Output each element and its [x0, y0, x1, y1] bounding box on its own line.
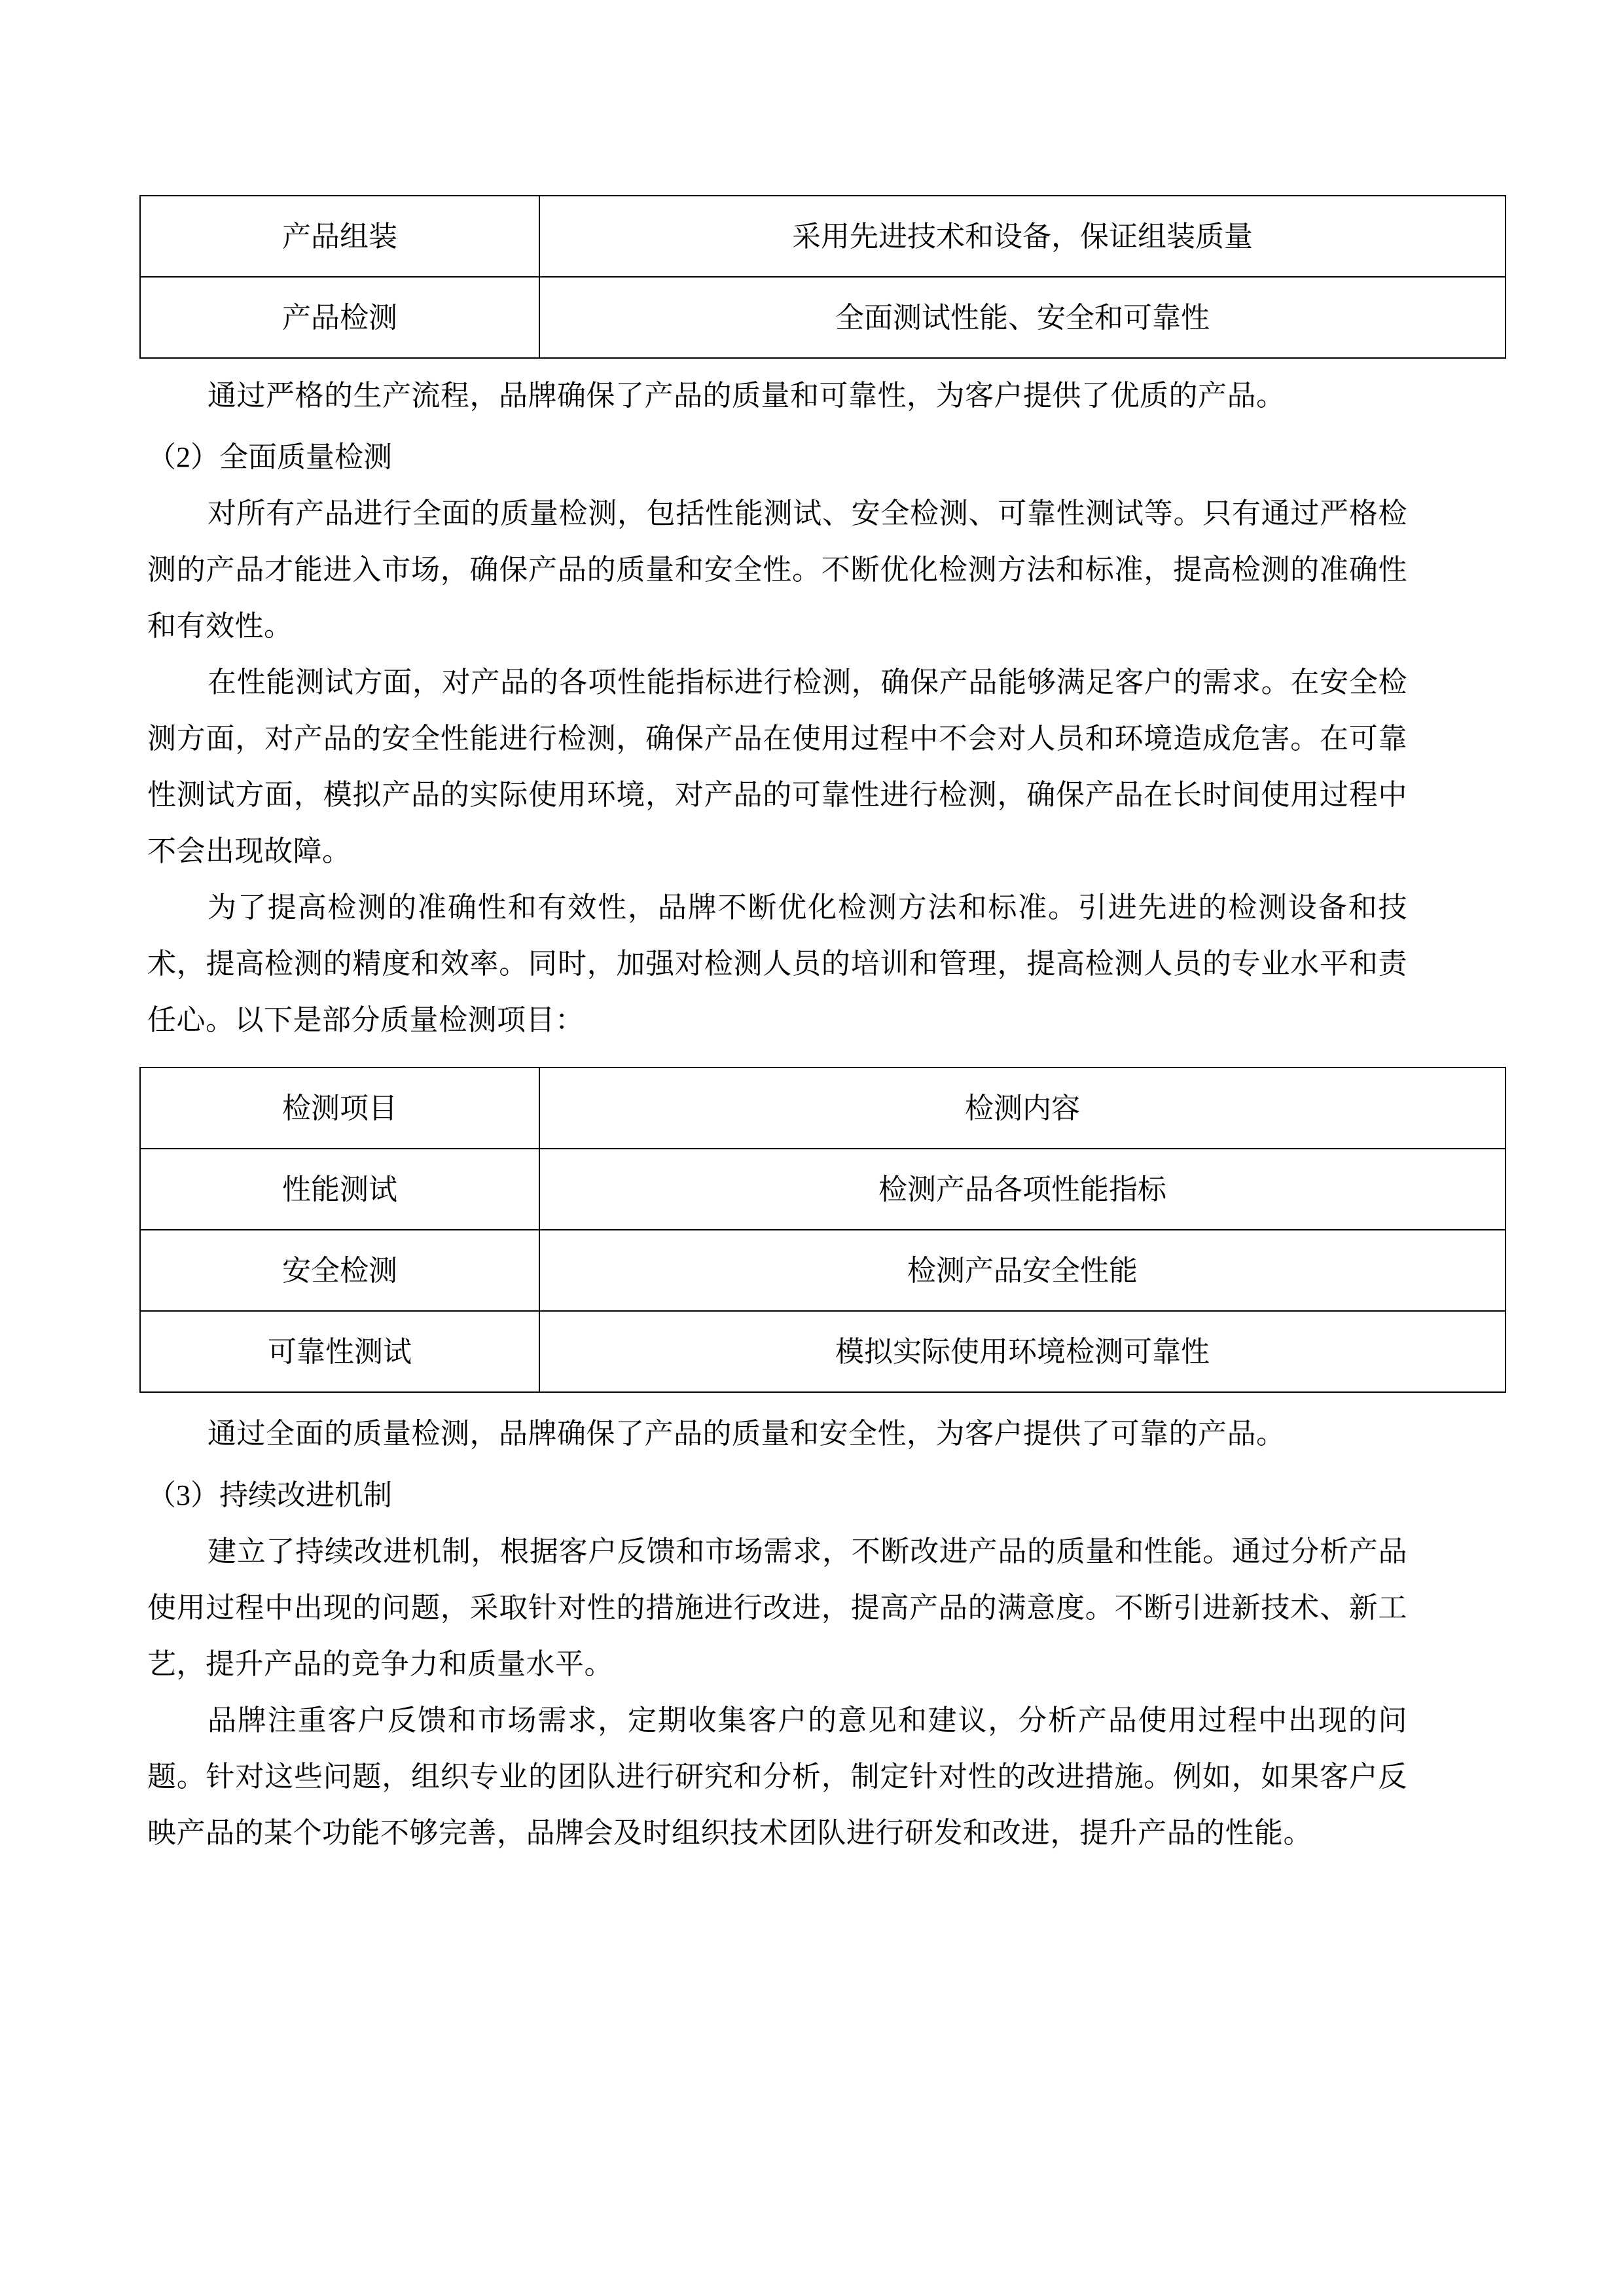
spacer	[147, 1393, 1407, 1406]
spacer	[147, 1462, 1407, 1467]
spacer	[147, 424, 1407, 429]
production-stage-label: 产品组装	[140, 196, 539, 277]
table-row	[140, 1311, 1506, 1392]
paragraph-qc-aspects: 在性能测试方面，对产品的各项性能指标进行检测，确保产品能够满足客户的需求。在安全检测方面，对产品的安全性能进行检测，确保产品在使用过程中不会对人员和环境造成危害。在可靠性测试方面，模拟产品的实际使用环境，对产品的可靠性进行检测，确保产品在长时间使用过程中不会出现故障。	[147, 666, 1407, 867]
inspection-item-content: 检测产品各项性能指标	[539, 1149, 1506, 1230]
spacer	[147, 1049, 1407, 1067]
paragraph-qc-overview: 对所有产品进行全面的质量检测，包括性能测试、安全检测、可靠性测试等。只有通过严格检测的产品才能进入市场，确保产品的质量和安全性。不断优化检测方法和标准，提高检测的准确性和有效性。	[147, 497, 1407, 642]
paragraph-after-inspection-table: 通过全面的质量检测，品牌确保了产品的质量和安全性，为客户提供了可靠的产品。	[208, 1418, 1286, 1450]
paragraph-customer-feedback: 品牌注重客户反馈和市场需求，定期收集客户的意见和建议，分析产品使用过程中出现的问题。针对这些问题，组织专业的团队进行研究和分析，制定针对性的改进措施。例如，如果客户反映产品的某个功能不够完善，品牌会及时组织技术团队进行研发和改进，提升产品的性能。	[147, 1704, 1407, 1849]
inspection-item-label: 安全检测	[140, 1230, 539, 1311]
production-stage-description: 全面测试性能、安全和可靠性	[539, 277, 1506, 358]
spacer	[147, 359, 1407, 368]
inspection-items-table	[139, 1067, 1506, 1393]
production-process-table	[139, 195, 1506, 359]
inspection-item-content: 检测产品安全性能	[539, 1230, 1506, 1311]
table-row	[140, 1149, 1506, 1230]
inspection-item-content: 模拟实际使用环境检测可靠性	[539, 1311, 1506, 1392]
paragraph-qc-improvement: 为了提高检测的准确性和有效性，品牌不断优化检测方法和标准。引进先进的检测设备和技术，提高检测的精度和效率。同时，加强对检测人员的培训和管理，提高检测人员的专业水平和责任心。以下是部分质量检测项目：	[147, 891, 1407, 1036]
table-header-row	[140, 1067, 1506, 1149]
paragraph-after-production-table: 通过严格的生产流程，品牌确保了产品的质量和可靠性，为客户提供了优质的产品。	[208, 380, 1286, 412]
production-stage-label: 产品检测	[140, 277, 539, 358]
inspection-item-label: 性能测试	[140, 1149, 539, 1230]
page-content	[147, 0, 1407, 1861]
table-row	[140, 196, 1506, 277]
section-heading-continuous-improvement: （3）持续改进机制	[147, 1479, 392, 1511]
table-row	[140, 1230, 1506, 1311]
table-row	[140, 277, 1506, 358]
column-header-item: 检测项目	[140, 1067, 539, 1149]
column-header-content: 检测内容	[539, 1067, 1506, 1149]
production-stage-description: 采用先进技术和设备，保证组装质量	[539, 196, 1506, 277]
paragraph-improvement-mechanism: 建立了持续改进机制，根据客户反馈和市场需求，不断改进产品的质量和性能。通过分析产品使用过程中出现的问题，采取针对性的措施进行改进，提高产品的满意度。不断引进新技术、新工艺，提升产品的竞争力和质量水平。	[147, 1535, 1407, 1680]
section-heading-quality-inspection: （2）全面质量检测	[147, 441, 392, 473]
inspection-item-label: 可靠性测试	[140, 1311, 539, 1392]
